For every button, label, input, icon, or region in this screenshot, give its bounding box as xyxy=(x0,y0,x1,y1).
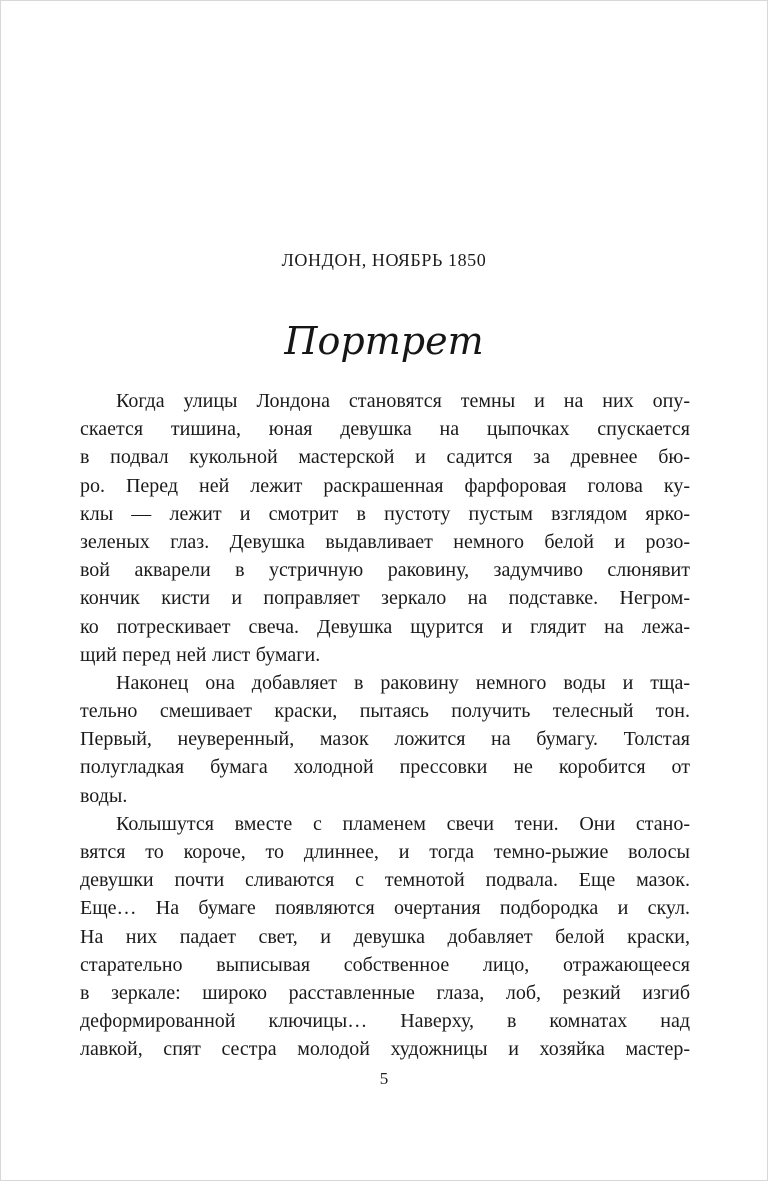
text-line: вятся то короче, то длиннее, и тогда темно-рыжие волосы xyxy=(80,841,690,863)
text-line: вой акварели в устричную раковину, задумчиво слюнявит xyxy=(80,559,690,582)
chapter-title: Портрет xyxy=(284,319,484,363)
text-line: Еще… На бумаге появляются очертания подбородка и скул. xyxy=(80,897,690,920)
text-line: зеленых глаз. Девушка выдавливает немного белой и розо- xyxy=(80,530,690,553)
body-text xyxy=(80,387,690,1064)
text-line: Наконец она добавляет в раковину немного воды и тща- xyxy=(116,671,690,694)
text-line: щий перед ней лист бумаги. xyxy=(80,643,321,666)
text-line: воды. xyxy=(80,784,128,807)
text-line: На них падает свет, и девушка добавляет белой краски, xyxy=(80,925,690,948)
text-line: Когда улицы Лондона становятся темны и на них опу- xyxy=(116,390,690,412)
text-line: в подвал кукольной мастерской и садится за древнее бю- xyxy=(80,446,690,469)
text-line: лавкой, спят сестра молодой художницы и хозяйка мастер- xyxy=(80,1038,690,1061)
text-line: старательно выписывая собственное лицо, отражающееся xyxy=(80,953,690,976)
text-line: девушки почти сливаются с темнотой подвала. Еще мазок. xyxy=(80,869,690,892)
paragraph xyxy=(80,387,690,669)
text-line: деформированной ключицы… Наверху, в комнатах над xyxy=(80,1010,690,1033)
paragraph xyxy=(80,810,690,1064)
text-line: в зеркале: широко расставленные глаза, лоб, резкий изгиб xyxy=(80,981,690,1004)
text-line: ко потрескивает свеча. Девушка щурится и глядит на лежа- xyxy=(80,615,690,638)
text-line: Колышутся вместе с пламенем свечи тени. Они стано- xyxy=(116,812,690,835)
page-header-dateline: ЛОНДОН, НОЯБРЬ 1850 xyxy=(281,250,487,270)
page-number: 5 xyxy=(379,1069,389,1088)
text-line: скается тишина, юная девушка на цыпочках спускается xyxy=(80,418,690,441)
text-line: ро. Перед ней лежит раскрашенная фарфоровая голова ку- xyxy=(80,474,690,497)
text-line: Первый, неуверенный, мазок ложится на бумагу. Толстая xyxy=(80,728,690,751)
text-line: полугладкая бумага холодной прессовки не коробится от xyxy=(80,756,690,779)
text-line: кончик кисти и поправляет зеркало на подставке. Негром- xyxy=(80,587,690,610)
text-line: клы — лежит и смотрит в пустоту пустым взглядом ярко- xyxy=(80,502,690,525)
paragraph xyxy=(80,669,690,810)
text-line: тельно смешивает краски, пытаясь получить телесный тон. xyxy=(80,700,690,723)
